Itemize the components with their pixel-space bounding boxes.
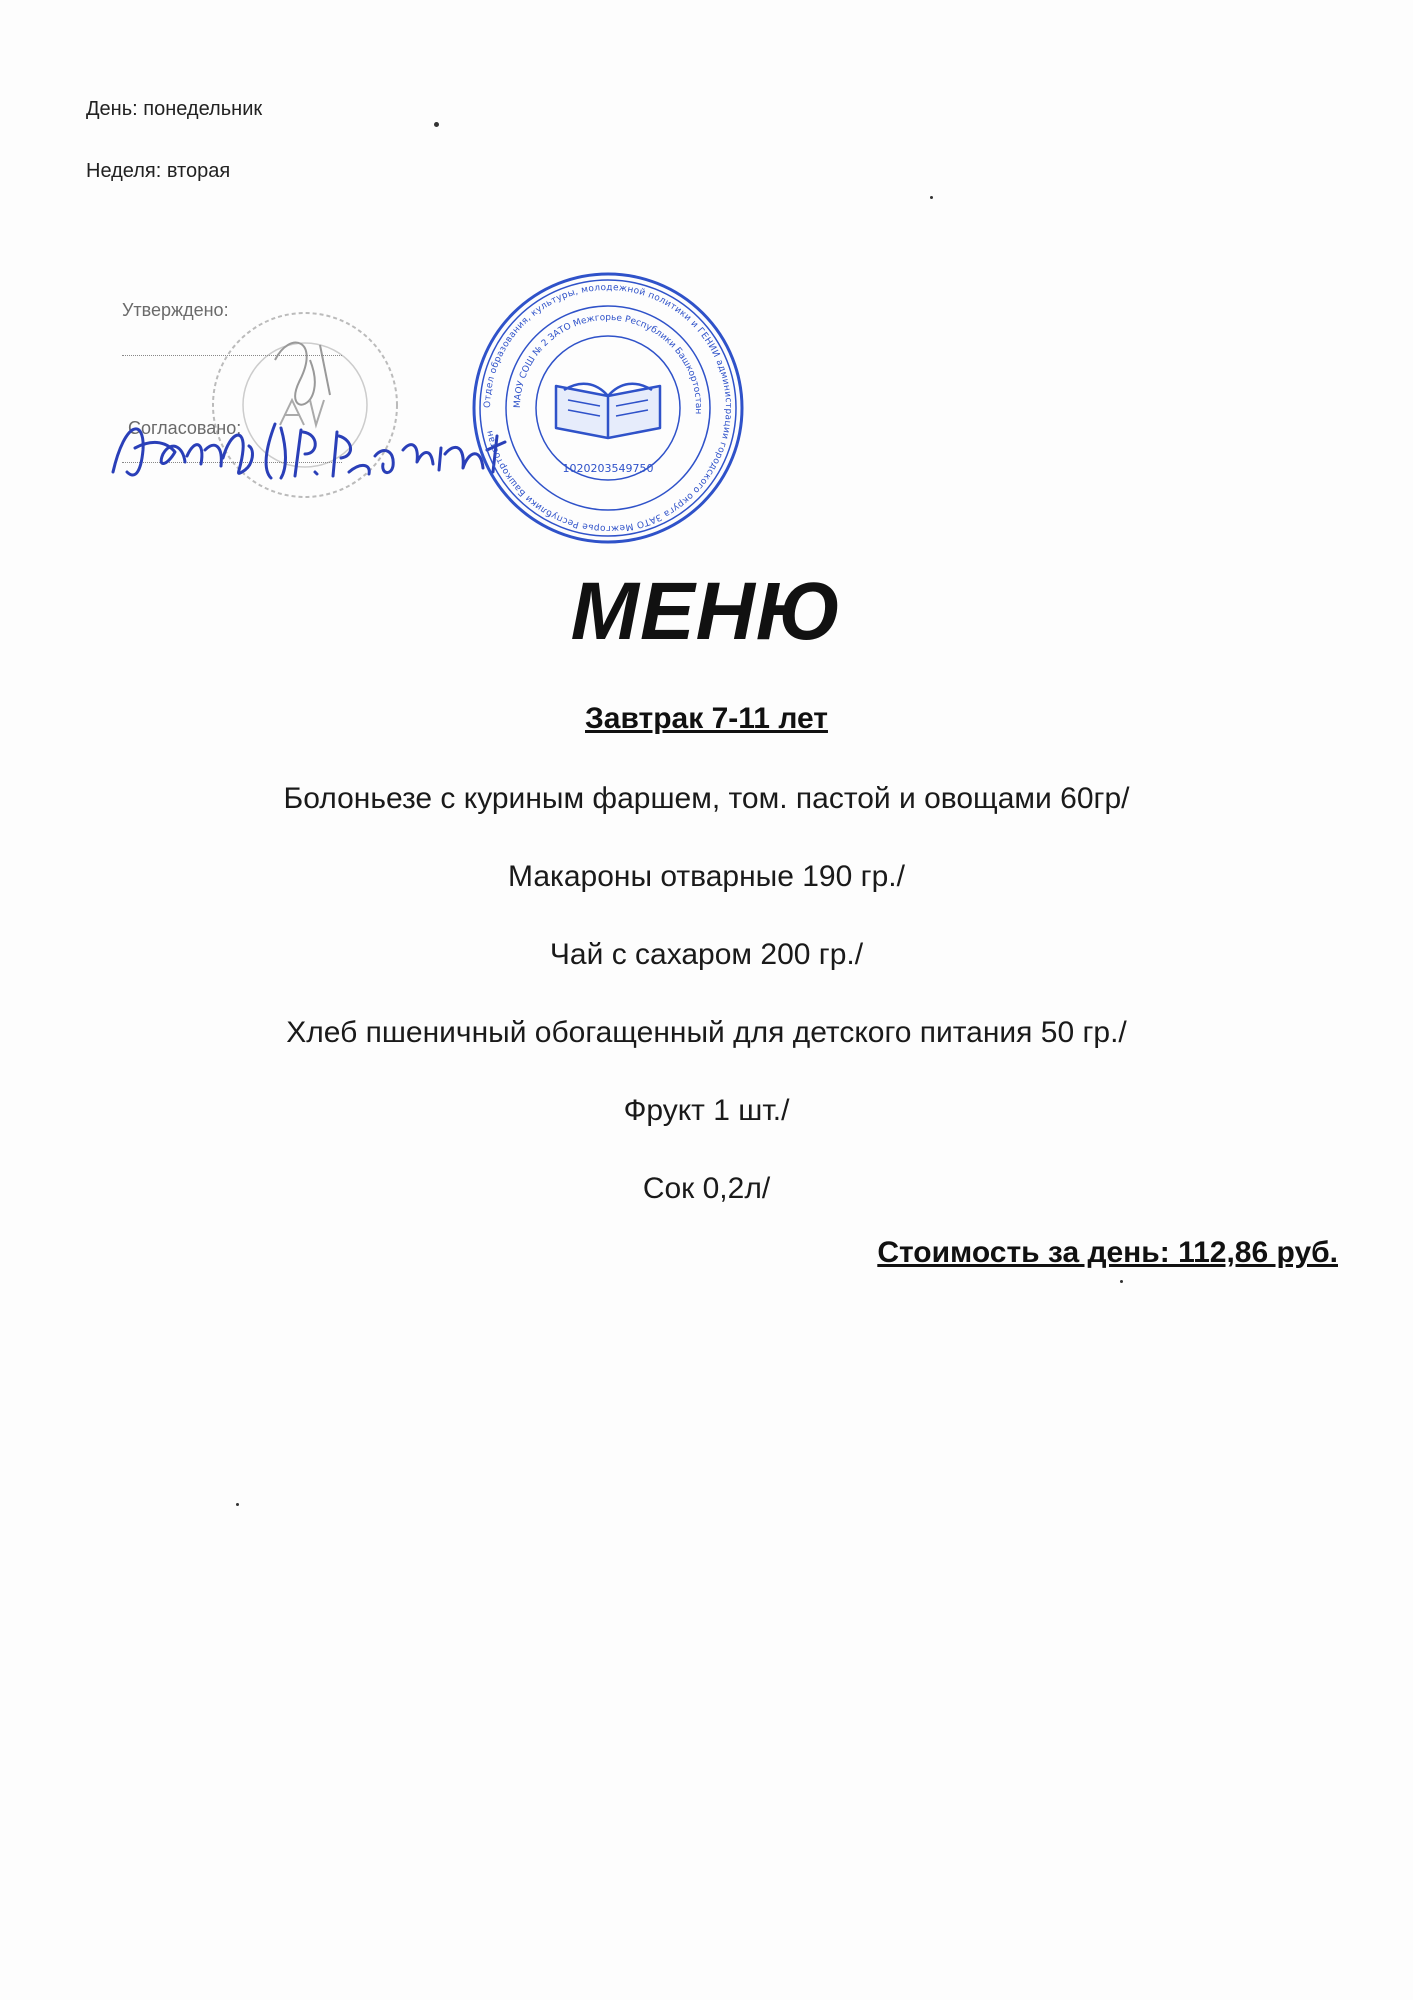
agreed-label: Согласовано:	[128, 418, 242, 438]
official-seal-icon	[468, 268, 748, 548]
approved-label: Утверждено:	[122, 300, 229, 320]
menu-item: Сок 0,2л/	[642, 1172, 771, 1205]
menu-item: Фрукт 1 шт./	[623, 1094, 790, 1127]
scan-speck	[434, 122, 439, 127]
seal-ogrn: 1020203549750	[562, 462, 654, 475]
menu-item: Чай с сахаром 200 гр./	[549, 938, 864, 971]
day-line: День: понедельник	[86, 98, 263, 120]
approval-block	[122, 300, 362, 396]
scan-speck	[1120, 1280, 1123, 1283]
menu-item: Макароны отварные 190 гр./	[508, 860, 905, 893]
week-line: Неделя: вторая	[86, 160, 231, 182]
daily-cost: Стоимость за день: 112,86 руб.	[877, 1236, 1338, 1269]
approved-signature-line	[122, 355, 342, 356]
open-book-icon	[556, 384, 660, 438]
seal-outer-text: Отдел образования, культуры, молодежной политики и ГЕНИИ администрации городского округа ЗАТО Межгорье Республики Башкортостан	[482, 282, 734, 534]
page-title: МЕНЮ	[570, 566, 843, 657]
menu-item: Болоньезе с куриным фаршем, том. пастой и овощами 60гр/	[283, 782, 1130, 815]
scan-speck	[930, 196, 933, 199]
menu-item: Хлеб пшеничный обогащенный для детского питания 50 гр./	[286, 1016, 1127, 1049]
scan-speck	[236, 1503, 239, 1506]
meal-heading: Завтрак 7-11 лет	[585, 702, 828, 735]
handwritten-signature-icon	[105, 410, 525, 490]
seal-inner-text: МАОУ СОШ № 2 ЗАТО Межгорье Республики Башкортостан	[512, 312, 704, 415]
